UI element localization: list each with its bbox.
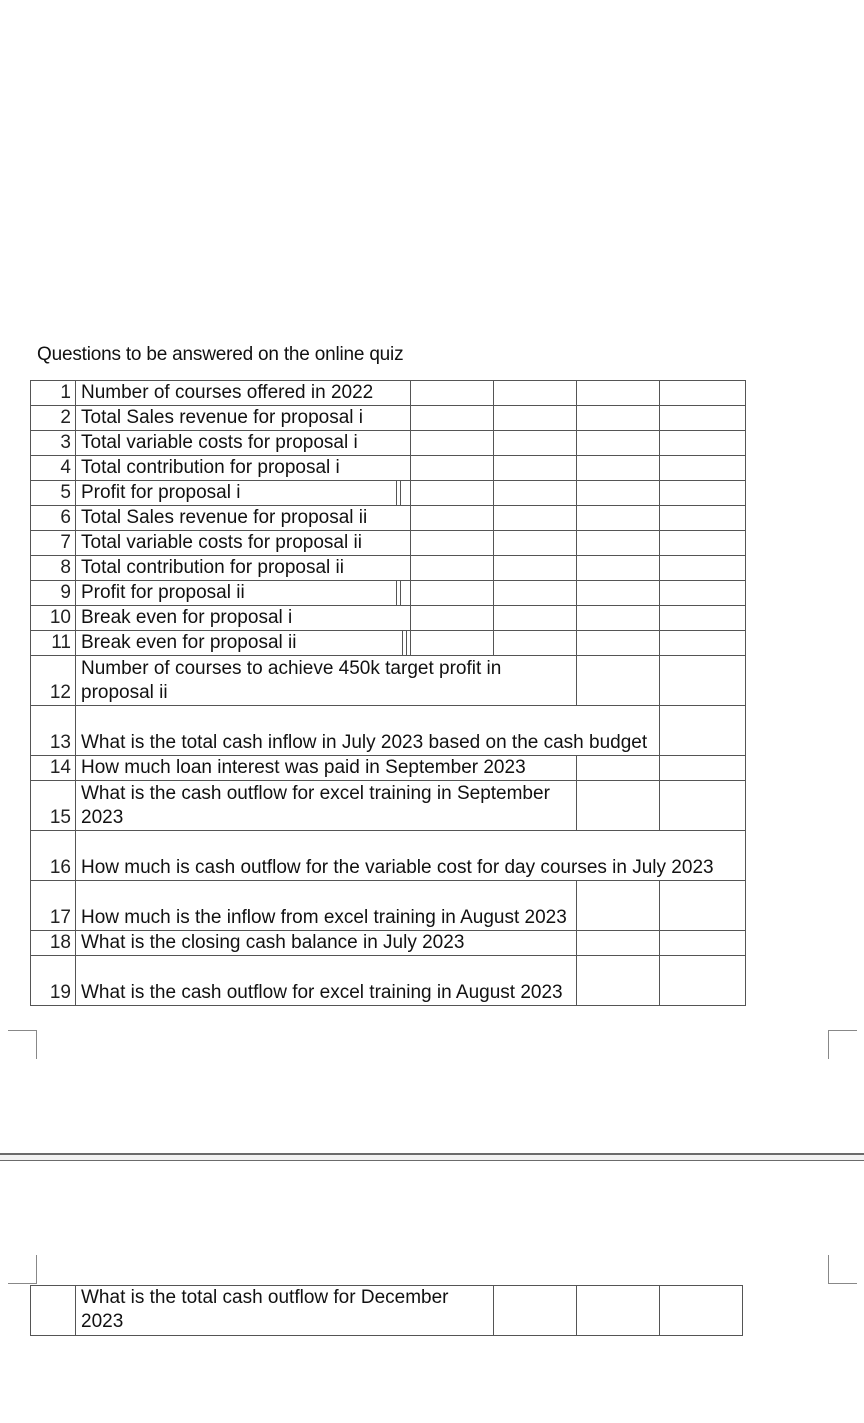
answer-cell[interactable] bbox=[577, 431, 660, 456]
table-row bbox=[31, 656, 746, 706]
answer-cell[interactable] bbox=[577, 881, 660, 931]
crop-mark-bottom-left bbox=[8, 1255, 37, 1284]
question-text: Total variable costs for proposal i bbox=[76, 431, 411, 456]
crop-mark-bottom-right bbox=[828, 1255, 857, 1284]
question-number: 15 bbox=[31, 781, 76, 831]
table-row bbox=[31, 881, 746, 931]
answer-cell[interactable] bbox=[660, 706, 746, 756]
cell-divider-artifact bbox=[396, 481, 401, 506]
answer-cell[interactable] bbox=[494, 631, 577, 656]
page-break-separator bbox=[0, 1153, 864, 1161]
question-text: What is the cash outflow for excel training in September 2023 bbox=[76, 781, 577, 831]
answer-cell[interactable] bbox=[411, 381, 494, 406]
answer-cell[interactable] bbox=[660, 456, 746, 481]
answer-cell[interactable] bbox=[577, 781, 660, 831]
question-number: 2 bbox=[31, 406, 76, 431]
answer-cell[interactable] bbox=[660, 431, 746, 456]
answer-cell[interactable] bbox=[660, 531, 746, 556]
answer-cell[interactable] bbox=[660, 781, 746, 831]
table-row bbox=[31, 431, 746, 456]
table-row bbox=[31, 581, 746, 606]
answer-cell[interactable] bbox=[660, 581, 746, 606]
answer-cell[interactable] bbox=[494, 606, 577, 631]
page-title: Questions to be answered on the online quiz bbox=[37, 344, 404, 365]
answer-cell[interactable] bbox=[411, 406, 494, 431]
question-number: 16 bbox=[31, 831, 76, 881]
question-text: What is the total cash inflow in July 2023 based on the cash budget bbox=[76, 706, 660, 756]
answer-cell[interactable] bbox=[411, 431, 494, 456]
answer-cell[interactable] bbox=[577, 406, 660, 431]
table-row bbox=[31, 381, 746, 406]
answer-cell[interactable] bbox=[577, 956, 660, 1006]
answer-cell[interactable] bbox=[660, 631, 746, 656]
question-number: 9 bbox=[31, 581, 76, 606]
answer-cell[interactable] bbox=[660, 1286, 743, 1336]
answer-cell[interactable] bbox=[577, 531, 660, 556]
answer-cell[interactable] bbox=[494, 456, 577, 481]
answer-cell[interactable] bbox=[494, 406, 577, 431]
table-row bbox=[31, 506, 746, 531]
answer-cell[interactable] bbox=[660, 406, 746, 431]
answer-cell[interactable] bbox=[494, 531, 577, 556]
table-row bbox=[31, 706, 746, 756]
question-text: Total variable costs for proposal ii bbox=[76, 531, 411, 556]
answer-cell[interactable] bbox=[660, 606, 746, 631]
table-row bbox=[31, 631, 746, 656]
answer-cell[interactable] bbox=[411, 606, 494, 631]
answer-cell[interactable] bbox=[577, 931, 660, 956]
answer-cell[interactable] bbox=[411, 481, 494, 506]
table-row bbox=[31, 831, 746, 881]
question-number: 8 bbox=[31, 556, 76, 581]
answer-cell[interactable] bbox=[660, 506, 746, 531]
table-row bbox=[31, 781, 746, 831]
question-text: Total Sales revenue for proposal i bbox=[76, 406, 411, 431]
answer-cell[interactable] bbox=[577, 631, 660, 656]
table-row bbox=[31, 456, 746, 481]
answer-cell[interactable] bbox=[660, 381, 746, 406]
question-number: 5 bbox=[31, 481, 76, 506]
table-row bbox=[31, 481, 746, 506]
table-row bbox=[31, 531, 746, 556]
answer-cell[interactable] bbox=[577, 481, 660, 506]
answer-cell[interactable] bbox=[577, 556, 660, 581]
table-row bbox=[31, 406, 746, 431]
answer-cell[interactable] bbox=[577, 506, 660, 531]
question-number: 3 bbox=[31, 431, 76, 456]
question-number: 12 bbox=[31, 656, 76, 706]
answer-cell[interactable] bbox=[660, 481, 746, 506]
question-text: Break even for proposal i bbox=[76, 606, 411, 631]
answer-cell[interactable] bbox=[494, 481, 577, 506]
quiz-questions-table bbox=[30, 380, 746, 1006]
question-number: 17 bbox=[31, 881, 76, 931]
answer-cell[interactable] bbox=[660, 956, 746, 1006]
answer-cell[interactable] bbox=[577, 456, 660, 481]
question-number: 19 bbox=[31, 956, 76, 1006]
crop-mark-top-left bbox=[8, 1030, 37, 1059]
question-text: Total Sales revenue for proposal ii bbox=[76, 506, 411, 531]
question-text: What is the cash outflow for excel training in August 2023 bbox=[76, 956, 577, 1006]
question-number: 11 bbox=[31, 631, 76, 656]
table-row bbox=[31, 606, 746, 631]
answer-cell[interactable] bbox=[494, 431, 577, 456]
question-number: 13 bbox=[31, 706, 76, 756]
answer-cell[interactable] bbox=[494, 381, 577, 406]
question-text: How much loan interest was paid in September 2023 bbox=[76, 756, 577, 781]
question-text: Total contribution for proposal i bbox=[76, 456, 411, 481]
answer-cell[interactable] bbox=[577, 656, 660, 706]
continuation-table bbox=[30, 1285, 743, 1336]
question-text: What is the total cash outflow for December 2023 bbox=[76, 1286, 494, 1336]
answer-cell[interactable] bbox=[494, 556, 577, 581]
answer-cell[interactable] bbox=[577, 1286, 660, 1336]
answer-cell[interactable] bbox=[411, 556, 494, 581]
question-number: 10 bbox=[31, 606, 76, 631]
table-row bbox=[31, 756, 746, 781]
cell-divider-artifact bbox=[396, 581, 401, 606]
answer-cell[interactable] bbox=[660, 656, 746, 706]
question-number: 18 bbox=[31, 931, 76, 956]
answer-cell[interactable] bbox=[411, 506, 494, 531]
question-number bbox=[31, 1286, 76, 1336]
crop-mark-top-right bbox=[828, 1030, 857, 1059]
answer-cell[interactable] bbox=[577, 581, 660, 606]
answer-cell[interactable] bbox=[494, 1286, 577, 1336]
question-text: How much is the inflow from excel training in August 2023 bbox=[76, 881, 577, 931]
answer-cell[interactable] bbox=[577, 756, 660, 781]
question-text: How much is cash outflow for the variable cost for day courses in July 2023 bbox=[76, 831, 746, 881]
question-text: Profit for proposal i bbox=[76, 481, 411, 506]
answer-cell[interactable] bbox=[411, 531, 494, 556]
table-row bbox=[31, 1286, 743, 1336]
question-number: 6 bbox=[31, 506, 76, 531]
answer-cell[interactable] bbox=[411, 456, 494, 481]
answer-cell[interactable] bbox=[577, 381, 660, 406]
table-row bbox=[31, 956, 746, 1006]
answer-cell[interactable] bbox=[494, 581, 577, 606]
question-text: Break even for proposal ii bbox=[76, 631, 411, 656]
question-number: 7 bbox=[31, 531, 76, 556]
table-row bbox=[31, 556, 746, 581]
question-text: Number of courses offered in 2022 bbox=[76, 381, 411, 406]
question-text: What is the closing cash balance in July 2023 bbox=[76, 931, 577, 956]
question-number: 4 bbox=[31, 456, 76, 481]
question-number: 1 bbox=[31, 381, 76, 406]
answer-cell[interactable] bbox=[411, 581, 494, 606]
question-text: Profit for proposal ii bbox=[76, 581, 411, 606]
answer-cell[interactable] bbox=[660, 756, 746, 781]
answer-cell[interactable] bbox=[494, 506, 577, 531]
table-row bbox=[31, 931, 746, 956]
answer-cell[interactable] bbox=[660, 931, 746, 956]
answer-cell[interactable] bbox=[577, 606, 660, 631]
answer-cell[interactable] bbox=[660, 556, 746, 581]
question-text: Number of courses to achieve 450k target profit in proposal ii bbox=[76, 656, 577, 706]
question-text: Total contribution for proposal ii bbox=[76, 556, 411, 581]
answer-cell[interactable] bbox=[660, 881, 746, 931]
question-number: 14 bbox=[31, 756, 76, 781]
answer-cell[interactable] bbox=[411, 631, 494, 656]
cell-divider-artifact bbox=[402, 631, 407, 656]
